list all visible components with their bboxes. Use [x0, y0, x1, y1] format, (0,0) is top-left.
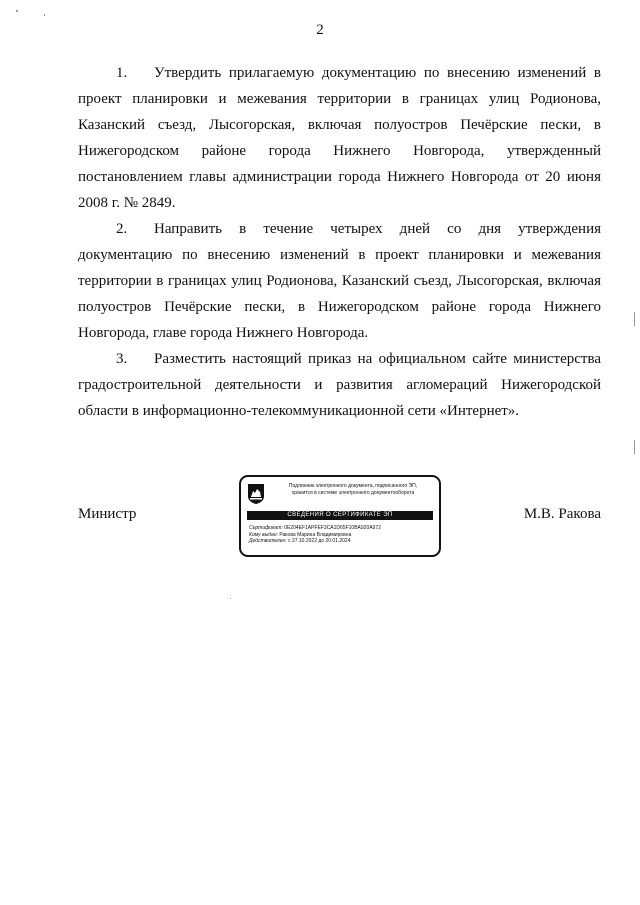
electronic-signature-stamp — [239, 475, 441, 557]
scan-speck — [634, 312, 635, 326]
paragraph-1-number: 1. — [116, 65, 128, 81]
paragraph-2-text: Направить в течение четырех дней со дня утверждения документацию по внесению изменений в проект планировки и межевания территории в границах улиц Родионова, Казанский съезд, Лысогорская, включая полуостров Печёрские пески, в Нижегородском районе города Нижнего Новгорода, главе города Нижнего Новгорода. — [78, 221, 601, 341]
certificate-value: 0E204EF1APFEF3CA1D65F10BA920A972 — [284, 525, 381, 531]
issued-to-label: Кому выдан: — [249, 531, 278, 538]
signatory-name: М.В. Ракова — [523, 506, 601, 522]
scan-speck — [16, 10, 18, 12]
stamp-title-bar: СВЕДЕНИЯ О СЕРТИФИКАТЕ ЭП — [247, 511, 433, 520]
certificate-label: Сертификат: — [249, 525, 283, 531]
stamp-info-line-2: хранится в системе электронного документооборота — [291, 490, 415, 496]
paragraph-2-number: 2. — [116, 221, 128, 237]
issued-to-value: Ракова Марина Владимировна — [279, 531, 352, 538]
stamp-info-line-1: Подлинник электронного документа, подписанного ЭП, — [288, 483, 418, 489]
valid-label: Действителен: — [249, 538, 287, 544]
paragraph-1-text: Утвердить прилагаемую документацию по внесению изменений в проект планировки и межевания территории в границах улиц Родионова, Казанский съезд, Лысогорская, включая полуостров Печёрские пески, в Нижегородском районе города Нижнего Новгорода, утвержденный постановлением главы администрации города Нижнего Новгорода от 20 июня 2008 г. № 2849. — [78, 65, 601, 211]
paragraph-3-text: Разместить настоящий приказ на официальном сайте министерства градостроительной деятельности и развития агломераций Нижегородской области в информационно-телекоммуникационной сети «Интернет». — [78, 351, 601, 419]
valid-value: с 27.10.2022 до 20.01.2024 — [288, 538, 351, 544]
signatory-position: Министр — [78, 506, 137, 522]
stamp-details — [249, 525, 435, 545]
paragraph-1 — [78, 60, 601, 216]
scan-speck — [230, 598, 231, 599]
scan-speck — [44, 14, 45, 16]
paragraph-3 — [78, 346, 601, 424]
paragraph-2 — [78, 216, 601, 346]
coat-of-arms-icon — [247, 483, 265, 505]
valid-row — [249, 538, 435, 545]
stamp-info — [269, 483, 437, 497]
paragraph-3-number: 3. — [116, 351, 128, 367]
page-number: 2 — [316, 22, 324, 38]
scan-speck — [634, 440, 635, 454]
